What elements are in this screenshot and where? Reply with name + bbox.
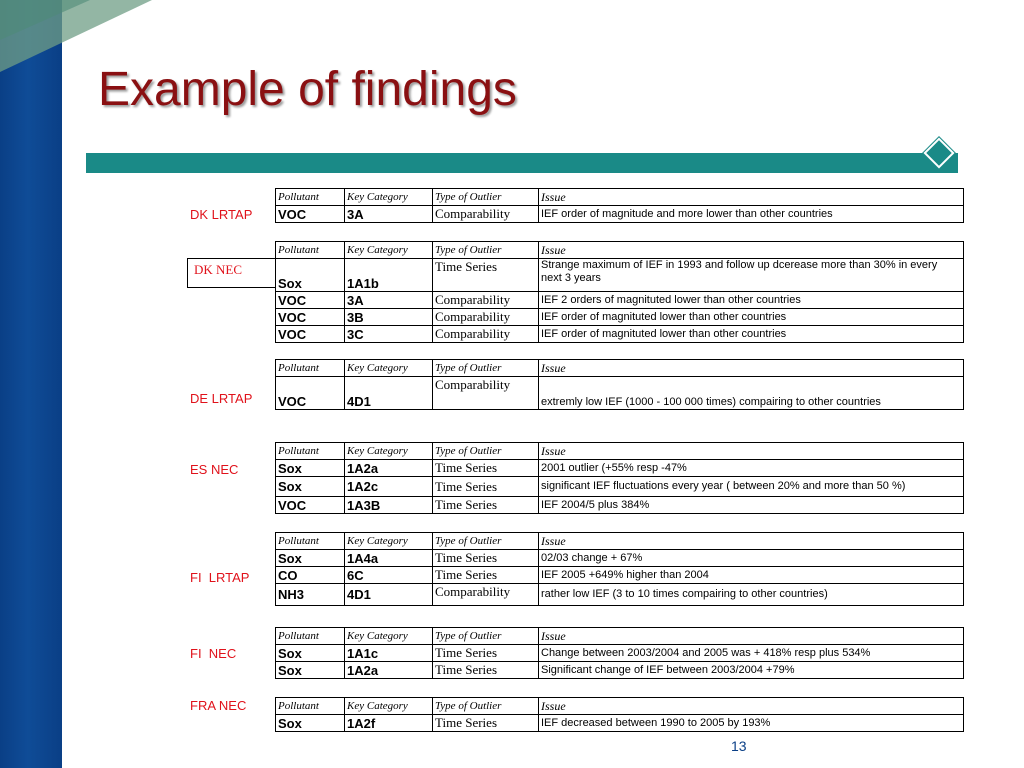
header-key-category: Key Category: [345, 443, 433, 460]
header-type-of-outlier: Type of Outlier: [433, 698, 539, 715]
cell-issue: Significant change of IEF between 2003/2004 +79%: [539, 662, 964, 679]
cell-key-category: 1A2c: [345, 477, 433, 497]
cell-type: Time Series: [433, 662, 539, 679]
table-row: [276, 550, 964, 567]
cell-issue: IEF 2005 +649% higher than 2004: [539, 567, 964, 584]
cell-key-category: 1A3B: [345, 497, 433, 514]
cell-key-category: 1A2a: [345, 460, 433, 477]
outlier-table-fra-nec: [275, 697, 964, 732]
header-pollutant: Pollutant: [276, 533, 345, 550]
header-pollutant: Pollutant: [276, 698, 345, 715]
cell-type: Comparability: [433, 292, 539, 309]
table-row: [276, 460, 964, 477]
table-header-row: [276, 628, 964, 645]
cell-type: Comparability: [433, 584, 539, 606]
cell-issue: rather low IEF (3 to 10 times compairing to other countries): [539, 584, 964, 606]
cell-issue: IEF 2004/5 plus 384%: [539, 497, 964, 514]
table-header-row: [276, 698, 964, 715]
cell-pollutant: Sox: [276, 259, 345, 292]
cell-key-category: 6C: [345, 567, 433, 584]
cell-issue: significant IEF fluctuations every year ( between 20% and more than 50 %): [539, 477, 964, 497]
page-number: 13: [731, 738, 747, 754]
outlier-table-dk-lrtap: [275, 188, 964, 223]
table-header-row: [276, 443, 964, 460]
cell-key-category: 1A4a: [345, 550, 433, 567]
group-label-dk-nec: DK NEC: [194, 262, 243, 277]
table-row: [276, 567, 964, 584]
header-issue: Issue: [539, 360, 964, 377]
cell-issue: IEF order of magnituted lower than other countries: [539, 309, 964, 326]
slide-title: Example of findings: [98, 63, 517, 116]
group-label-dk-lrtap: DK LRTAP: [190, 207, 253, 222]
cell-pollutant: VOC: [276, 497, 345, 514]
table-row: [276, 326, 964, 343]
cell-issue: IEF 2 orders of magnituted lower than other countries: [539, 292, 964, 309]
header-pollutant: Pollutant: [276, 189, 345, 206]
cell-pollutant: Sox: [276, 460, 345, 477]
cell-key-category: 3A: [345, 206, 433, 223]
cell-key-category: 3B: [345, 309, 433, 326]
cell-key-category: 4D1: [345, 584, 433, 606]
cell-issue: Change between 2003/2004 and 2005 was + 418% resp plus 534%: [539, 645, 964, 662]
header-issue: Issue: [539, 242, 964, 259]
cell-pollutant: Sox: [276, 645, 345, 662]
header-type-of-outlier: Type of Outlier: [433, 242, 539, 259]
cell-pollutant: Sox: [276, 550, 345, 567]
cell-pollutant: VOC: [276, 326, 345, 343]
cell-key-category: 1A2f: [345, 715, 433, 732]
table-row: [276, 715, 964, 732]
cell-issue: IEF order of magnituted lower than other countries: [539, 326, 964, 343]
header-issue: Issue: [539, 189, 964, 206]
group-label-de-lrtap: DE LRTAP: [190, 391, 253, 406]
cell-issue: extremly low IEF (1000 - 100 000 times) compairing to other countries: [539, 377, 964, 410]
cell-issue: IEF decreased between 1990 to 2005 by 193%: [539, 715, 964, 732]
header-type-of-outlier: Type of Outlier: [433, 533, 539, 550]
header-pollutant: Pollutant: [276, 443, 345, 460]
cell-type: Time Series: [433, 715, 539, 732]
header-issue: Issue: [539, 628, 964, 645]
group-label-es-nec: ES NEC: [190, 462, 239, 477]
cell-issue: IEF order of magnitude and more lower than other countries: [539, 206, 964, 223]
cell-pollutant: Sox: [276, 662, 345, 679]
table-header-row: [276, 533, 964, 550]
header-issue: Issue: [539, 443, 964, 460]
cell-type: Comparability: [433, 377, 539, 410]
title-divider: [86, 153, 958, 173]
cell-type: Time Series: [433, 497, 539, 514]
cell-key-category: 1A2a: [345, 662, 433, 679]
table-row: [276, 292, 964, 309]
table-row: [276, 662, 964, 679]
cell-issue: Strange maximum of IEF in 1993 and follow up dcerease more than 30% in every next 3 years: [539, 259, 964, 292]
cell-key-category: 4D1: [345, 377, 433, 410]
cell-type: Time Series: [433, 460, 539, 477]
header-key-category: Key Category: [345, 698, 433, 715]
header-issue: Issue: [539, 698, 964, 715]
table-row: [276, 477, 964, 497]
group-label-fra-nec: FRA NEC: [190, 698, 247, 713]
cell-type: Time Series: [433, 477, 539, 497]
table-row: [276, 377, 964, 410]
header-pollutant: Pollutant: [276, 628, 345, 645]
cell-pollutant: NH3: [276, 584, 345, 606]
table-header-row: [276, 242, 964, 259]
cell-pollutant: Sox: [276, 715, 345, 732]
cell-pollutant: Sox: [276, 477, 345, 497]
cell-type: Time Series: [433, 550, 539, 567]
outlier-table-de-lrtap: [275, 359, 964, 410]
cell-type: Comparability: [433, 206, 539, 223]
header-type-of-outlier: Type of Outlier: [433, 628, 539, 645]
cell-type: Time Series: [433, 645, 539, 662]
table-row: [276, 584, 964, 606]
outlier-table-fi-nec: [275, 627, 964, 679]
header-key-category: Key Category: [345, 189, 433, 206]
table-header-row: [276, 189, 964, 206]
header-issue: Issue: [539, 533, 964, 550]
header-pollutant: Pollutant: [276, 360, 345, 377]
cell-key-category: 3C: [345, 326, 433, 343]
header-key-category: Key Category: [345, 628, 433, 645]
cell-issue: 2001 outlier (+55% resp -47%: [539, 460, 964, 477]
cell-key-category: 3A: [345, 292, 433, 309]
outlier-table-es-nec: [275, 442, 964, 514]
cell-pollutant: VOC: [276, 377, 345, 410]
header-key-category: Key Category: [345, 360, 433, 377]
cell-pollutant: VOC: [276, 206, 345, 223]
cell-type: Comparability: [433, 309, 539, 326]
table-row: [276, 309, 964, 326]
cell-type: Comparability: [433, 326, 539, 343]
cell-key-category: 1A1b: [345, 259, 433, 292]
header-key-category: Key Category: [345, 533, 433, 550]
table-row: [276, 497, 964, 514]
cell-pollutant: CO: [276, 567, 345, 584]
header-pollutant: Pollutant: [276, 242, 345, 259]
outlier-table-dk-nec: [275, 241, 964, 343]
header-type-of-outlier: Type of Outlier: [433, 360, 539, 377]
cell-type: Time Series: [433, 259, 539, 292]
outlier-table-fi-lrtap: [275, 532, 964, 606]
table-header-row: [276, 360, 964, 377]
cell-pollutant: VOC: [276, 309, 345, 326]
group-label-fi-lrtap: FI LRTAP: [190, 570, 250, 585]
cell-key-category: 1A1c: [345, 645, 433, 662]
cell-pollutant: VOC: [276, 292, 345, 309]
table-row: [276, 259, 964, 292]
cell-type: Time Series: [433, 567, 539, 584]
header-type-of-outlier: Type of Outlier: [433, 443, 539, 460]
group-label-box-dk-nec: [187, 258, 275, 288]
cell-issue: 02/03 change + 67%: [539, 550, 964, 567]
group-label-fi-nec: FI NEC: [190, 646, 237, 661]
header-type-of-outlier: Type of Outlier: [433, 189, 539, 206]
table-row: [276, 206, 964, 223]
header-key-category: Key Category: [345, 242, 433, 259]
table-row: [276, 645, 964, 662]
